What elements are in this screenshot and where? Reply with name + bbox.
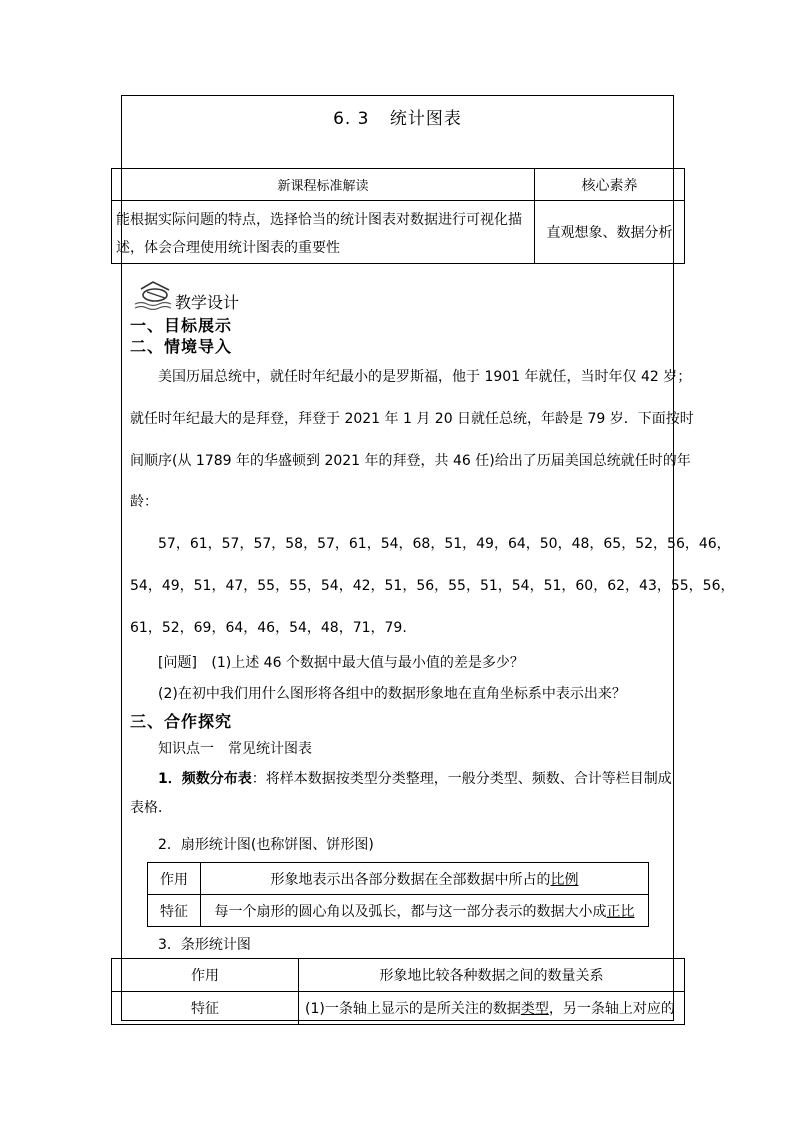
ages-row-1: 57，61，57，57，58，57，61，54，68，51，49，64，50，48，65，52，56，46，: [158, 536, 731, 552]
bar-row-1-key: 作用: [112, 959, 299, 992]
pie-row-2-value: [201, 895, 649, 927]
section-cooperation: 三、合作探究: [130, 712, 233, 731]
bar-chart-table: [111, 958, 685, 1025]
frequency-table-text: ：将样本数据按类型分类整理，一般分类型、频数、合计等栏目制成: [251, 771, 672, 787]
teaching-design-icon: [133, 280, 175, 310]
standards-description: [112, 201, 535, 264]
section-goals: 一、目标展示: [130, 316, 233, 335]
pie-row-2-key: 特征: [148, 895, 201, 927]
question-2: (2)在初中我们用什么图形将各组中的数据形象地在直角坐标系中表示出来？: [158, 686, 626, 702]
pie-row-1-value: [201, 863, 649, 895]
intro-line-3: 间顺序(从 1789 年的华盛顿到 2021 年的拜登，共 46 任)给出了历届美国总统就任时的年: [130, 453, 691, 469]
bar-row-1-value: 形象地比较各种数据之间的数量关系: [299, 959, 685, 992]
intro-line-4: 龄：: [130, 494, 158, 510]
bar-row-2-key: 特征: [112, 992, 299, 1025]
knowledge-item-3: 3．条形统计图: [158, 937, 251, 953]
standards-header-right: 核心素养: [535, 169, 685, 201]
intro-line-2: 就任时年纪最大的是拜登，拜登于 2021 年 1 月 20 日就任总统，年龄是 79 岁．下面按时: [130, 411, 694, 427]
knowledge-item-2: 2．扇形统计图(也称饼图、饼形图): [158, 837, 374, 853]
frequency-table-label: 1．频数分布表: [158, 771, 252, 787]
bar-row-2-text: (1)一条轴上显示的是所关注的数据: [305, 1001, 521, 1017]
section-situation: 二、情境导入: [130, 337, 233, 356]
standards-table: [111, 168, 685, 264]
standards-desc-line2: 述，体会合理使用统计图表的重要性: [116, 240, 340, 256]
question-1: [158, 652, 524, 672]
page-title: [121, 104, 674, 129]
pie-row-1-keyword: 比例: [550, 871, 579, 888]
bar-row-2-text-post: ，另一条轴上对应的: [548, 1001, 675, 1017]
title-number: 6. 3: [333, 109, 370, 129]
standards-desc-line1: 能根据实际问题的特点，选择恰当的统计图表对数据进行可视化描: [116, 212, 522, 228]
bar-row-2-value: [299, 992, 685, 1025]
ages-row-2: 54，49，51，47，55，55，54，42，51，56，55，51，54，51，60，62，43，55，56，: [130, 578, 735, 594]
title-text: 统计图表: [389, 109, 462, 129]
knowledge-point-title: 知识点一 常见统计图表: [158, 741, 312, 757]
pie-row-1-text: 形象地表示出各部分数据在全部数据中所占的: [270, 871, 551, 888]
ages-row-3: 61，52，69，64，46，54，48，71，79.: [130, 620, 407, 636]
knowledge-item-1-cont: 表格．: [130, 800, 172, 816]
knowledge-item-1: [158, 768, 672, 788]
teaching-design-heading: 教学设计: [175, 293, 240, 312]
intro-line-1: 美国历届总统中，就任时年纪最小的是罗斯福，他于 1901 年就任，当时年仅 42 岁；: [158, 369, 692, 385]
pie-chart-table: [147, 862, 649, 927]
question-1-text: (1)上述 46 个数据中最大值与最小值的差是多少？: [211, 655, 524, 671]
pie-row-1-key: 作用: [148, 863, 201, 895]
pie-row-2-keyword: 正比: [606, 903, 635, 920]
pie-row-2-text: 每一个扇形的圆心角以及弧长，都与这一部分表示的数据大小成: [214, 903, 607, 920]
core-literacy: 直观想象、数据分析: [535, 201, 685, 264]
standards-header-left: 新课程标准解读: [112, 169, 535, 201]
question-label: [问题]: [158, 655, 197, 671]
bar-row-2-keyword: 类型: [520, 1001, 549, 1017]
